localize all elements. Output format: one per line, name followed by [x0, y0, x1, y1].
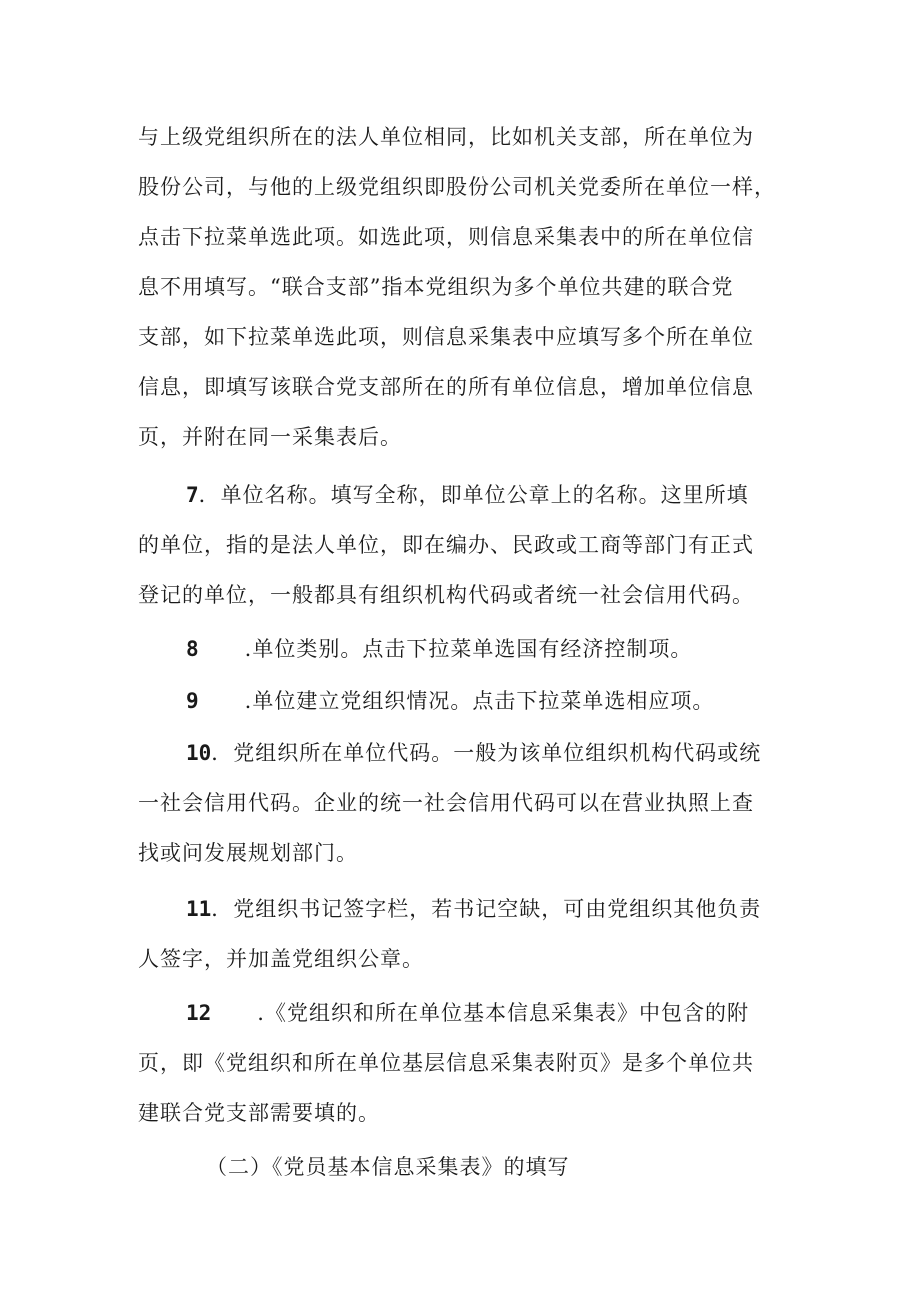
item-text: .单位建立党组织情况。点击下拉菜单选相应项。: [244, 689, 715, 713]
item-12-first-line: [186, 998, 749, 1028]
section-heading: （二）《党员基本信息采集表》的填写: [206, 1155, 570, 1179]
paragraph-line: 页，并附在同一采集表后。: [138, 425, 402, 449]
paragraph-line: 找或问发展规划部门。: [138, 841, 358, 865]
item-11-first-line: [186, 894, 761, 924]
item-number: 11: [186, 897, 212, 921]
paragraph-line: 支部，如下拉菜单选此项，则信息采集表中应填写多个所在单位: [138, 325, 754, 349]
item-8-line: [186, 634, 692, 664]
item-text: .单位类别。点击下拉菜单选国有经济控制项。: [244, 637, 693, 661]
paragraph-line: 登记的单位，一般都具有组织机构代码或者统一社会信用代码。: [138, 583, 754, 607]
item-text: ．党组织所在单位代码。一般为该单位组织机构代码或统: [211, 741, 762, 765]
paragraph-line: 的单位，指的是法人单位，即在编办、民政或工商等部门有正式: [138, 533, 754, 557]
item-text: ．党组织书记签字栏，若书记空缺，可由党组织其他负责: [211, 897, 762, 921]
item-text: .《党组织和所在单位基本信息采集表》中包含的附: [257, 1001, 749, 1025]
paragraph-line: 点击下拉菜单选此项。如选此项，则信息采集表中的所在单位信: [138, 225, 754, 249]
item-number: 9: [186, 689, 199, 713]
item-9-line: [186, 686, 714, 716]
paragraph-line: 息不用填写。“联合支部”指本党组织为多个单位共建的联合党: [138, 275, 734, 299]
paragraph-line: 页，即《党组织和所在单位基层信息采集表附页》是多个单位共: [138, 1051, 754, 1075]
paragraph-line: 与上级党组织所在的法人单位相同，比如机关支部，所在单位为: [138, 125, 754, 149]
paragraph-line: 股份公司，与他的上级党组织即股份公司机关党委所在单位一样，: [138, 175, 776, 199]
paragraph-line: 人签字，并加盖党组织公章。: [138, 947, 424, 971]
item-text: ．单位名称。填写全称，即单位公章上的名称。这里所填: [198, 483, 749, 507]
item-number: 7: [186, 483, 199, 507]
paragraph-line: 信息，即填写该联合党支部所在的所有单位信息，增加单位信息: [138, 375, 754, 399]
paragraph-line: 一社会信用代码。企业的统一社会信用代码可以在营业执照上查: [138, 791, 754, 815]
item-10-first-line: [186, 738, 761, 768]
item-number: 8: [186, 637, 199, 661]
paragraph-line: 建联合党支部需要填的。: [138, 1101, 380, 1125]
item-7-first-line: [186, 480, 749, 510]
item-number: 12: [186, 1001, 212, 1025]
item-number: 10: [186, 741, 212, 765]
